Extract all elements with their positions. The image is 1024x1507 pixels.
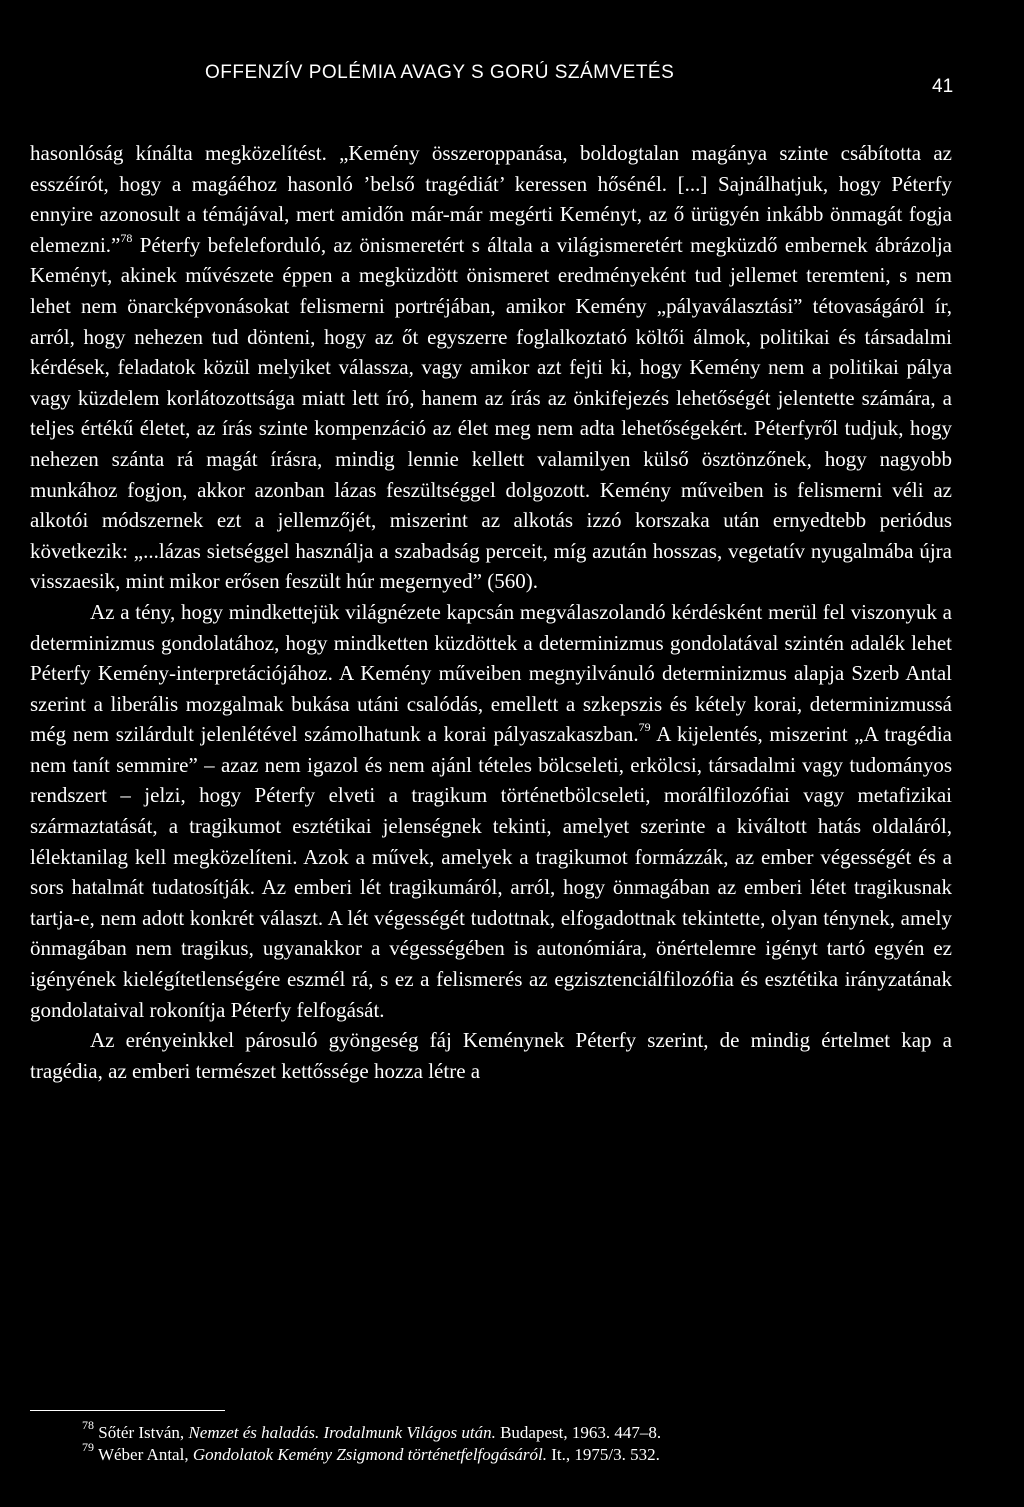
footnote-number: 78 (82, 1418, 94, 1433)
footnote-publication: It., 1975/3. 532. (546, 1445, 660, 1464)
paragraph-2-text-a: Az a tény, hogy mindkettejük világnézete kapcsán megválaszolandó kérdésként merül fel viszonyuk a determinizmus gondolatához, hogy mindketten küzdöttek a determinizmus gondolatával szintén adalék lehet Péterfy Kemény-interpretációjához. A Kemény műveiben megnyilvánuló determinizmus alapja Szerb Antal szerint a liberális mozgalmak bukása utáni csalódás, emellett a szkepszis és kétely korai, determinizmussá még nem szilárdult jelenlétével számolhatunk a korai pályaszakaszban. (30, 599, 952, 747)
footnotes (82, 1418, 942, 1466)
paragraph-3-text: Az erényeinkkel párosuló gyöngeség fáj Keménynek Péterfy szerint, de mindig értelmet kap a tragédia, az emberi természet kettőssége hozza létre a (30, 1028, 952, 1083)
paragraph-3 (30, 1025, 952, 1086)
footnote-79 (82, 1440, 942, 1466)
paragraph-2-text-b: A kijelentés, miszerint „A tragédia nem tanít semmire” – azaz nem igazol és nem ajánl tételes bölcseleti, erkölcsi, társadalmi vagy tudományos rendszert – jelzi, hogy Péterfy elveti a tragikum történetbölcseleti, morálfilozófiai vagy metafizikai származtatását, a tragikumot esztétikai jelenségnek tekinti, amelyet szerinte a kiváltott hatás oldaláról, lélektanilag kell megközelíteni. Azok a művek, amelyek a tragikumot formázzák, az ember végességét és a sors hatalmát tudatosítják. Az emberi lét tragikumáról, arról, hogy önmagában az emberi létet tragikusnak tartja-e, nem adott konkrét választ. A lét végességét tudottnak, elfogadottnak tekintette, olyan ténynek, amely önmagában nem tragikus, ugyanakkor a végességében is autonómiára, önértelemre igényt tartó egyén ez igényének kielégítetlenségére eszmél rá, s ez a felismerés az egzisztenciálfilozófia és esztétika irányzatának gondolataival rokonítja Péterfy felfogását. (30, 722, 952, 1022)
footnote-author: Sőtér István, (94, 1423, 189, 1442)
paragraph-1-text-a: hasonlóság kínálta megközelítést. „Kemény összeroppanása, boldogtalan magánya szinte csábította az esszéírót, hogy a magáéhoz hasonló ’belső tragédiát’ keressen hősénél. [...] Sajnálhatjuk, hogy Péterfy ennyire azonosult a témájával, mert amidőn már-már megérti Keményt, az ő ürügyén inkább önmagát fogja elemezni.” (30, 141, 952, 257)
page-number: 41 (932, 76, 954, 97)
running-head: OFFENZÍV POLÉMIA AVAGY S GORÚ SZÁMVETÉS (205, 62, 675, 83)
paragraph-1-text-b: Péterfy befeleforduló, az önismeretért s általa a világismeretért megküzdő embernek ábrázolja Keményt, akinek művészete éppen a megküzdött önismeret eredményeként tud jellemet teremteni, s nem lehet nem önarcképvonásokat felismerni portréjában, amikor Kemény „pályaválasztási” tétovaságáról ír, arról, hogy nehezen tud dönteni, hogy az őt egyszerre foglalkoztató költői álmok, politikai és társadalmi kérdések, feladatok közül melyiket válassza, vagy amikor azt fejti ki, hogy Kemény nem a politikai pálya vagy küzdelem korlátozottsága miatt lett író, hanem az írás az önkifejezés lehetőségét jelentette számára, a teljes értékű életet, az írás szinte kompenzáció az élet meg nem adta lehetőségekért. Péterfyről tudjuk, hogy nehezen szánta rá magát írásra, mindig lennie kellett valamilyen külső ösztönzőnek, hogy nagyobb munkához fogjon, akkor azonban lázas feszültséggel dolgozott. Kemény műveiben is felismerni véli az alkotói módszernek ezt a jellemzőjét, miszerint az alkotás izzó korszaka után ernyedtebb periódus következik: „...lázas sietséggel használja a szabadság perceit, míg azután hosszas, vegetatív nyugalmába újra visszaesik, mint mikor erősen feszült húr megernyed” (560). (30, 232, 952, 594)
footnote-number: 79 (82, 1440, 94, 1455)
page-header (0, 62, 1024, 102)
paragraph-2 (30, 597, 952, 1025)
footnote-ref-79: 79 (638, 720, 651, 735)
footnote-ref-78: 78 (120, 230, 133, 245)
footnote-title: Nemzet és haladás. Irodalmunk Világos után. (188, 1423, 496, 1442)
footnote-divider (30, 1410, 225, 1411)
body-text (30, 138, 952, 1086)
footnote-author: Wéber Antal, (94, 1445, 193, 1464)
paragraph-1 (30, 138, 952, 597)
footnote-78 (82, 1418, 942, 1444)
footnote-title: Gondolatok Kemény Zsigmond történetfelfogásáról. (192, 1445, 547, 1464)
footnote-publication: Budapest, 1963. 447–8. (495, 1423, 662, 1442)
